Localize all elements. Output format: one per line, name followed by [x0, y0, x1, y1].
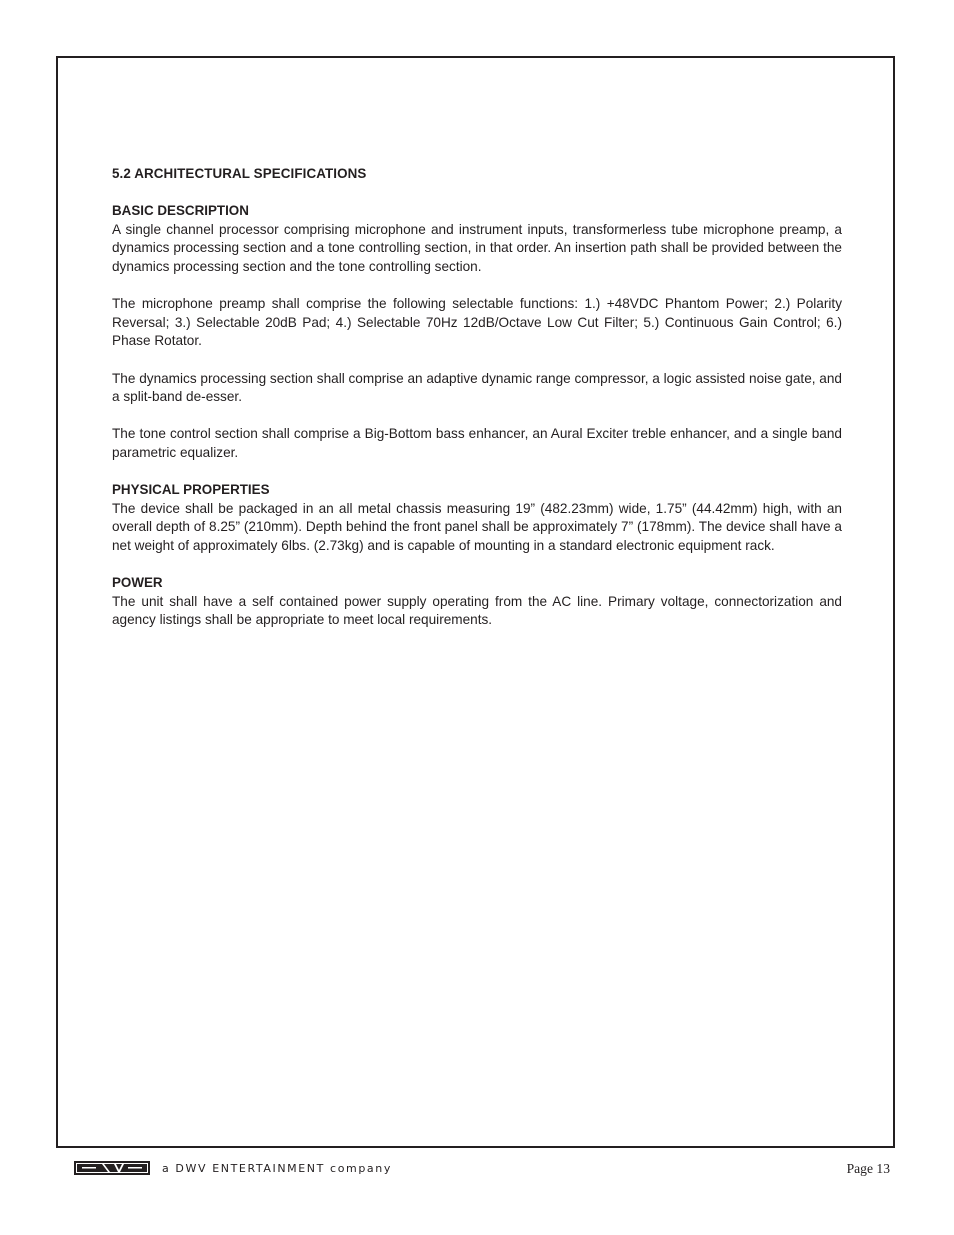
- paragraph-tone-control: The tone control section shall comprise a Big-Bottom bass enhancer, an Aural Exciter treble enhancer, and a single band parametric equalizer.: [112, 426, 842, 460]
- page-number: Page 13: [846, 1161, 890, 1176]
- document-body: [112, 165, 842, 648]
- paragraph-dynamics-processing: The dynamics processing section shall comprise an adaptive dynamic range compressor, a logic assisted noise gate, and a split-band de-esser.: [112, 370, 842, 405]
- paragraph-basic-description: A single channel processor comprising microphone and instrument inputs, transformerless tube microphone preamp, a dynamics processing section and a tone controlling section, in that order. An insertion path shall be provided between the dynamics processing section and the tone controlling section.: [112, 221, 842, 274]
- heading-power: POWER: [112, 575, 163, 591]
- heading-basic-description: BASIC DESCRIPTION: [112, 203, 249, 219]
- dwv-logo-icon: [74, 1161, 150, 1175]
- paragraph-physical-properties: The device shall be packaged in an all metal chassis measuring 19” (482.23mm) wide, 1.75” (44.42mm) high, with an overall depth of 8.25” (210mm). Depth behind the front panel shall be approximately 7” (178mm). The device shall have a net weight of approximately 6lbs. (2.73kg) and is capable of mounting in a standard electronic equipment rack.: [112, 500, 842, 553]
- paragraph-microphone-preamp: The microphone preamp shall comprise the following selectable functions: 1.) +48VDC Phantom Power; 2.) Polarity Reversal; 3.) Selectable 20dB Pad; 4.) Selectable 70Hz 12dB/Octave Low Cut Filter; 5.) Continuous Gain Control; 6.) Phase Rotator.: [112, 296, 842, 349]
- page-footer: [74, 1159, 890, 1181]
- company-tagline: a DWV ENTERTAINMENT company: [162, 1162, 392, 1175]
- paragraph-power: The unit shall have a self contained power supply operating from the AC line. Primary voltage, connectorization and agency listings shall be appropriate to meet local requirements.: [112, 593, 842, 628]
- heading-physical-properties: PHYSICAL PROPERTIES: [112, 482, 270, 498]
- section-title: 5.2 ARCHITECTURAL SPECIFICATIONS: [112, 166, 367, 181]
